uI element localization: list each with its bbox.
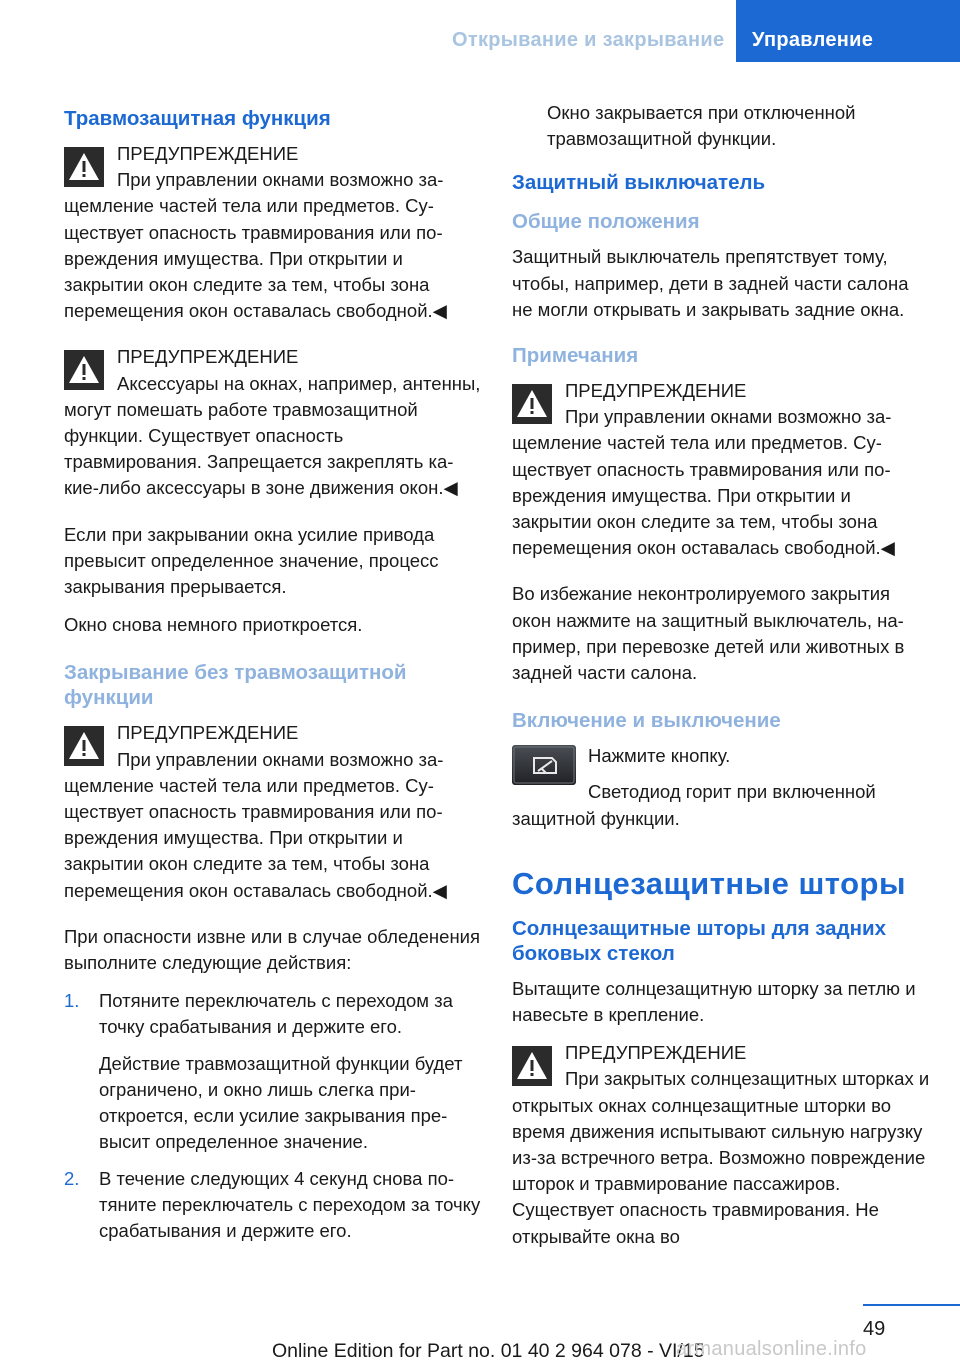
steps-list xyxy=(64,988,482,1244)
heading-on-off: Включение и выключение xyxy=(512,709,781,733)
heading-closing-without-protection: Закрывание без травмозащитной функции xyxy=(64,661,407,710)
section-title: Открывание и закрывание xyxy=(452,29,725,51)
warning-block xyxy=(64,141,482,324)
edition-text: Online Edition for Part no. 01 40 2 964 078 - VI/15 xyxy=(272,1340,705,1362)
page-header xyxy=(0,0,960,62)
step-note: Действие травмозащитной функции будет ограничено, и окно лишь слегка приоткроется, если усилие закрывания превысит определенное значение. xyxy=(99,1052,463,1153)
list-item xyxy=(64,988,482,1155)
warning-heading: ПРЕДУПРЕЖДЕНИЕ xyxy=(565,380,747,402)
warning-block xyxy=(512,1040,930,1250)
paragraph: Во избежание неконтролируемого закрытия окон нажмите на защитный выключатель, например, при перевозке детей или животных в задней части салона. xyxy=(512,583,905,684)
warning-block xyxy=(512,378,930,561)
paragraph: Если при закрывании окна усилие привода превысит определенное значение, процесс закрывания прерывается. xyxy=(64,523,439,598)
warning-triangle-icon xyxy=(64,147,104,187)
button-instruction-line: Нажмите кнопку. xyxy=(588,745,731,767)
warning-block xyxy=(64,720,482,903)
right-column xyxy=(512,100,930,1270)
list-item xyxy=(64,1166,482,1245)
warning-text: При управлении окнами возможно защемление частей тела или предметов. Существует опасность травмирования или повреждения имущества. При открытии и закрытии окон следите за тем, чтобы зона перемещения окон оставалась свободной.◀ xyxy=(64,748,447,901)
heading-notes: Примечания xyxy=(512,344,639,368)
heading-sunblinds: Солнцезащитные шторы xyxy=(512,865,906,901)
warning-heading: ПРЕДУПРЕЖДЕНИЕ xyxy=(117,346,299,368)
step-text: В течение следующих 4 секунд снова потяните переключатель с переходом за точку срабатывания и держите его. xyxy=(99,1167,481,1241)
paragraph: Окно закрывается при отключенной травмозащитной функции. xyxy=(547,102,856,150)
button-instruction xyxy=(512,743,930,832)
heading-general: Общие положения xyxy=(512,210,700,234)
warning-text: При управлении окнами возможно защемление частей тела или предметов. Существует опасность травмирования или повреждения имущества. При открытии и закрытии окон следите за тем, чтобы зона перемещения окон оставалась свободной.◀ xyxy=(512,406,895,559)
paragraph: Окно снова немного приоткроется. xyxy=(64,614,363,636)
heading-rear-blinds: Солнцезащитные шторы для задних боковых стекол xyxy=(512,916,886,965)
warning-triangle-icon xyxy=(512,1046,552,1086)
warning-text: При управлении окнами возможно защемление частей тела или предметов. Существует опасность травмирования или повреждения имущества. При открытии и закрытии окон следите за тем, чтобы зона перемещения окон оставалась свободной.◀ xyxy=(64,169,447,322)
paragraph: При опасности извне или в случае обледенения выполните следующие действия: xyxy=(64,925,481,974)
step-number: 1. xyxy=(64,990,80,1012)
button-instruction-line: Светодиод горит при включенной защитной функции. xyxy=(512,781,876,829)
left-column xyxy=(64,100,482,1256)
heading-safety-switch: Защитный выключатель xyxy=(512,171,766,195)
paragraph: Защитный выключатель препятствует тому, чтобы, например, дети в задней части салона не могли открывать и закрывать задние окна. xyxy=(512,246,909,320)
step-number: 2. xyxy=(64,1167,80,1189)
heading-anti-pinch: Травмозащитная функция xyxy=(64,107,331,130)
warning-heading: ПРЕДУПРЕЖДЕНИЕ xyxy=(117,143,299,164)
step-text: Потяните переключатель с переходом за точку срабатывания и держите его. xyxy=(99,990,453,1038)
page-number: 49 xyxy=(863,1318,886,1340)
warning-heading: ПРЕДУПРЕЖДЕНИЕ xyxy=(565,1042,747,1064)
watermark: armanualsonline.info xyxy=(676,1338,867,1360)
chapter-tab: Управление xyxy=(736,0,960,62)
warning-triangle-icon xyxy=(64,726,104,766)
warning-heading: ПРЕДУПРЕЖДЕНИЕ xyxy=(117,722,299,744)
window-safety-switch-icon xyxy=(512,745,576,785)
footer-rule xyxy=(863,1304,960,1306)
paragraph: Вытащите солнцезащитную шторку за петлю и навесьте в крепление. xyxy=(512,977,916,1026)
warning-triangle-icon xyxy=(64,350,104,390)
warning-block xyxy=(64,344,482,501)
warning-text: При закрытых солнцезащитных шторках и открытых окнах солнцезащитные шторки во время движения испытывают сильную нагрузку из-за встречного ветра. Возможно повреждение шторок и травмирование пассажиров. Существует опасность травмирования. Не открывайте окна во xyxy=(512,1068,930,1247)
warning-text: Аксессуары на окнах, например, антенны, могут помешать работе травмозащитной функции. Существует опасность травмирования. Запрещается закреплять какие-либо аксессуары в зоне движения окон.◀ xyxy=(64,372,481,499)
warning-triangle-icon xyxy=(512,384,552,424)
